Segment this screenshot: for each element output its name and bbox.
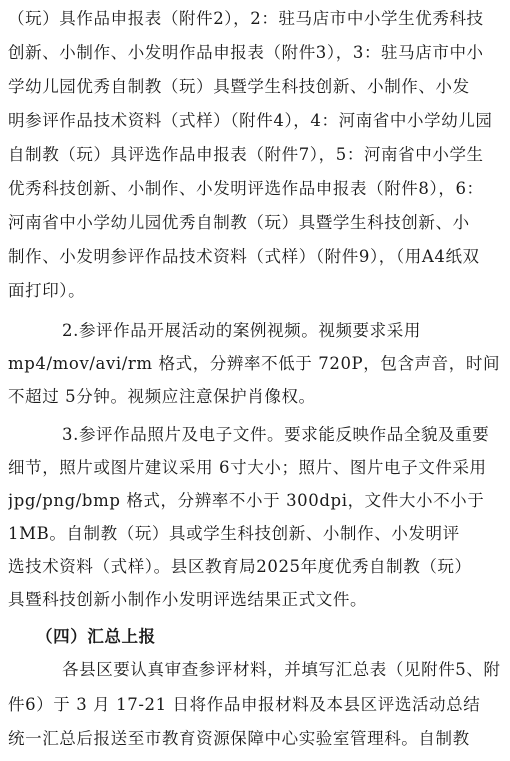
text-line: 优秀科技创新、小制作、小发明评选作品申报表（附件8），6： <box>8 179 484 198</box>
text-line: 选技术资料（式样）。县区教育局2025年度优秀自制教（玩） <box>8 557 472 576</box>
text-line: （玩）具作品申报表（附件2），2：驻马店市中小学生优秀科技 <box>8 9 484 28</box>
text-line: 统一汇总后报送至市教育资源保障中心实验室管理科。自制教 <box>8 729 470 748</box>
text-line: 明参评作品技术资料（式样）（附件4），4：河南省中小学幼儿园 <box>8 111 493 130</box>
text-line: 1MB。自制教（玩）具或学生科技创新、小制作、小发明评 <box>8 524 460 543</box>
text-line: 件6）于 3 月 17-21 日将作品申报材料及本县区评选活动总结 <box>8 695 481 714</box>
text-line: 细节，照片或图片建议采用 6寸大小；照片、图片电子文件采用 <box>8 458 487 477</box>
text-line: 具暨科技创新小制作小发明评选结果正式文件。 <box>8 590 368 609</box>
text-line: mp4/mov/avi/rm 格式，分辨率不低于 720P，包含声音，时间 <box>8 354 501 373</box>
text-line: jpg/png/bmp 格式，分辨率不小于 300dpi，文件大小不小于 <box>8 491 485 510</box>
text-line: 制作、小发明参评作品技术资料（式样）（附件9），（用A4纸双 <box>8 247 480 266</box>
paragraph-first-line: 3.参评作品照片及电子文件。要求能反映作品全貌及重要 <box>62 425 490 444</box>
text-line: 创新、小制作、小发明作品申报表（附件3），3：驻马店市中小 <box>8 43 484 62</box>
paragraph-first-line: 各县区要认真审查参评材料，并填写汇总表（见附件5、附 <box>62 660 501 679</box>
text-line: 面打印）。 <box>8 281 86 300</box>
text-line: 河南省中小学幼儿园优秀自制教（玩）具暨学生科技创新、小 <box>8 213 470 232</box>
text-line: 学幼儿园优秀自制教（玩）具暨学生科技创新、小制作、小发 <box>8 77 470 96</box>
text-line: 自制教（玩）具评选作品申报表（附件7），5：河南省中小学生 <box>8 145 484 164</box>
text-line: 不超过 5分钟。视频应注意保护肖像权。 <box>8 387 316 406</box>
section-heading: （四）汇总上报 <box>36 627 156 646</box>
paragraph-first-line: 2.参评作品开展活动的案例视频。视频要求采用 <box>62 321 421 340</box>
